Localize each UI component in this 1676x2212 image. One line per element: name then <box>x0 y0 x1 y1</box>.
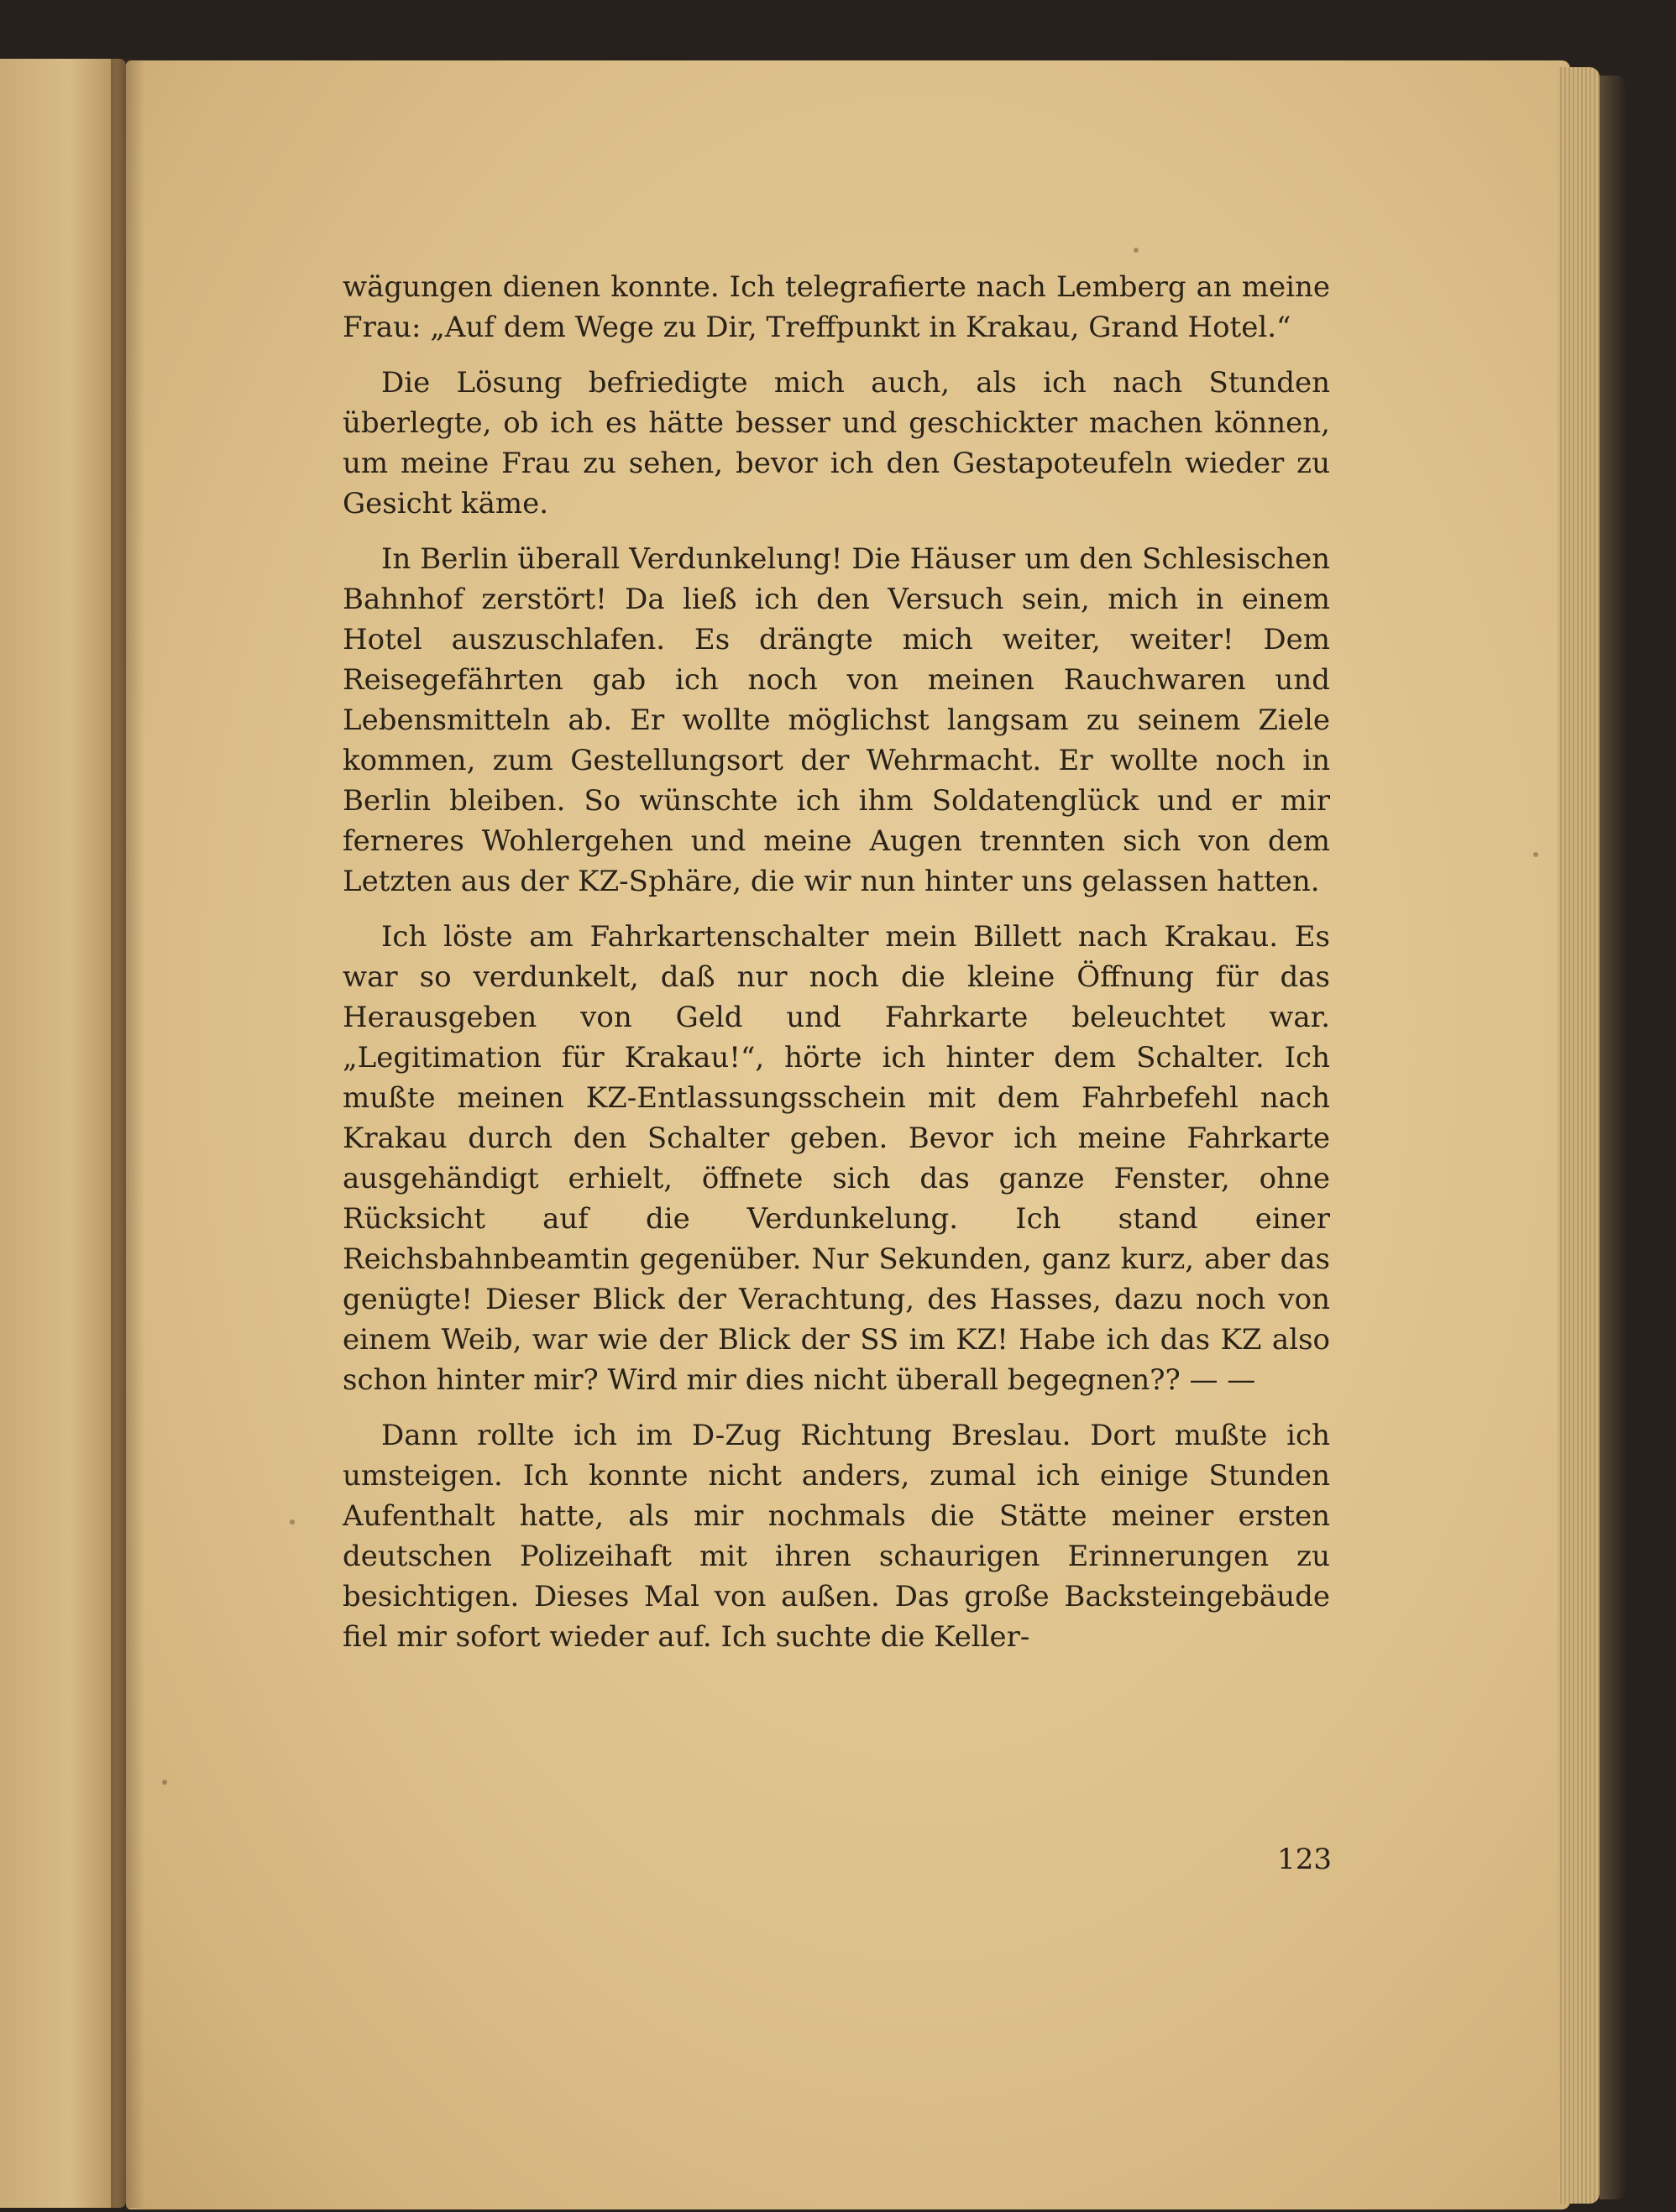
paragraph: Ich löste am Fahrkartenschalter mein Billett nach Krakau. Es war so verdunkelt, daß nur noch die kleine Öffnung für das Herausgeben von Geld und Fahrkarte beleuchtet war. „Legitimation für Krakau!“, hörte ich hinter dem Schalter. Ich mußte meinen KZ-Entlassungsschein mit dem Fahrbefehl nach Krakau durch den Schalter geben. Bevor ich meine Fahrkarte ausgehändigt erhielt, öffnete sich das ganze Fenster, ohne Rücksicht auf die Verdunkelung. Ich stand einer Reichsbahnbeamtin gegenüber. Nur Sekunden, ganz kurz, aber das genügte! Dieser Blick der Verachtung, des Hasses, dazu noch von einem Weib, war wie der Blick der SS im KZ! Habe ich das KZ also schon hinter mir? Wird mir dies nicht überall begegnen?? — — <box>343 920 1330 1397</box>
paper-speck <box>162 1780 167 1785</box>
book-gutter <box>111 59 144 2208</box>
paragraph: In Berlin überall Verdunkelung! Die Häuser um den Schlesischen Bahnhof zerstört! Da ließ ich den Versuch sein, mich in einem Hotel auszuschlafen. Es drängte mich weiter, weiter! Dem Reisegefährten gab ich noch von meinen Rauchwaren und Lebensmitteln ab. Er wollte möglichst langsam zu seinem Ziele kommen, zum Gestellungsort der Wehrmacht. Er wollte noch in Berlin bleiben. So wünschte ich ihm Soldatenglück und er mir ferneres Wohlergehen und meine Augen trennten sich von dem Letzten aus der KZ-Sphäre, die wir nun hinter uns gelassen hatten. <box>343 542 1330 898</box>
paper-speck <box>1134 248 1139 253</box>
book-cover-edge <box>1600 76 1625 2199</box>
paragraph: Die Lösung befriedigte mich auch, als ich nach Stunden überlegte, ob ich es hätte besser und geschickter machen können, um meine Frau zu sehen, bevor ich den Gestapoteufeln wieder zu Gesicht käme. <box>343 366 1330 520</box>
page-stack-edge <box>1558 67 1600 2204</box>
paper-speck <box>1533 852 1538 857</box>
paragraph: Dann rollte ich im D-Zug Richtung Breslau. Dort mußte ich umsteigen. Ich konnte nicht anders, zumal ich einige Stunden Aufenthalt hatte, als mir nochmals die Stätte meiner ersten deutschen Polizeihaft mit ihren schaurigen Erinnerungen zu besichtigen. Dieses Mal von außen. Das große Backsteingebäude fiel mir sofort wieder auf. Ich suchte die Keller- <box>343 1419 1330 1654</box>
paper-speck <box>290 1519 295 1524</box>
left-page-edge <box>0 59 126 2208</box>
paragraph: wägungen dienen konnte. Ich telegrafierte nach Lemberg an meine Frau: „Auf dem Wege zu Dir, Treffpunkt in Krakau, Grand Hotel.“ <box>343 270 1330 344</box>
page-number: 123 <box>1277 1843 1332 1876</box>
body-text <box>343 267 1330 1672</box>
